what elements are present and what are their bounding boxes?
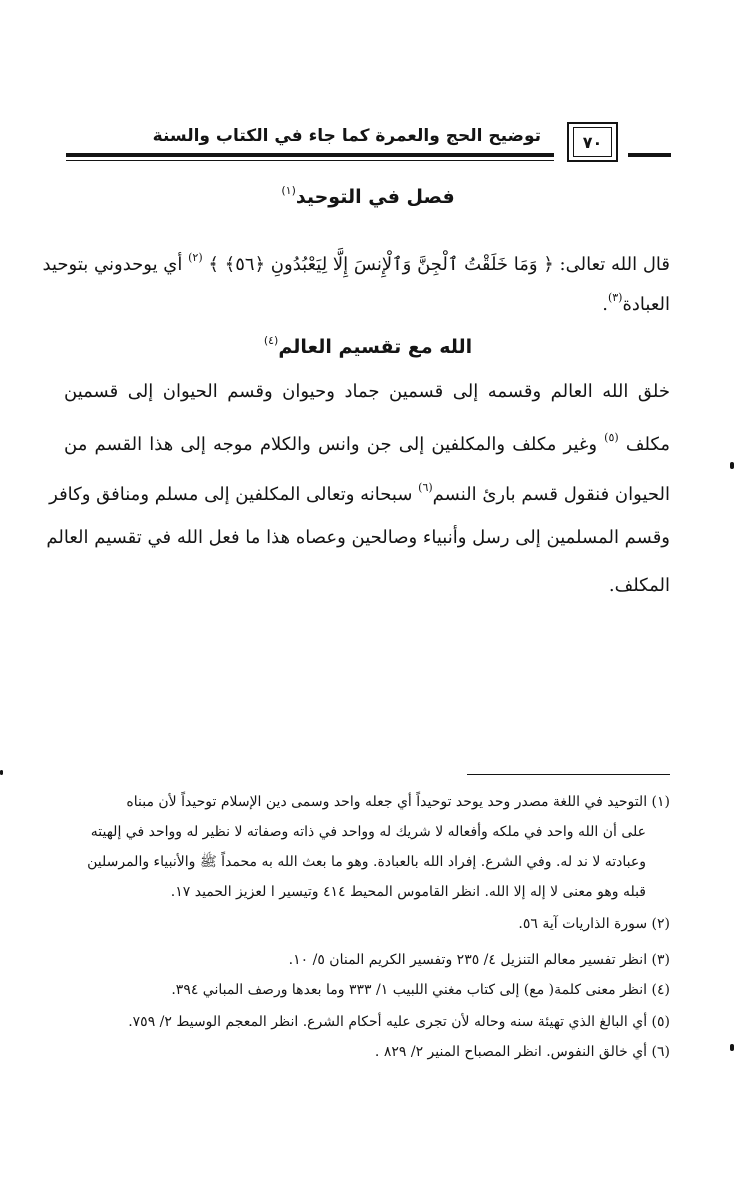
body-line bbox=[42, 244, 670, 279]
footnote-line: على أن الله واحد في ملكه وأفعاله لا شريك له وواحد في ذاته وصفاته لا نظير له وواحد في إلهيته bbox=[90, 824, 646, 840]
header-rule-thin bbox=[66, 160, 554, 161]
body-text: أي يوحدوني بتوحيد bbox=[42, 254, 189, 275]
body-text: الحيوان فنقول قسم بارئ النسم bbox=[432, 484, 670, 505]
footnote-line: (٣) انظر تفسير معالم التنزيل ٤/ ٢٣٥ وتفسير الكريم المنان ٥/ ١٠. bbox=[288, 952, 670, 968]
body-line bbox=[64, 284, 670, 319]
heading-text: الله مع تقسيم العالم bbox=[278, 336, 473, 358]
body-line bbox=[49, 474, 670, 509]
running-header bbox=[0, 120, 736, 164]
body-text: سبحانه وتعالى المكلفين إلى مسلم ومنافق وكافر bbox=[49, 484, 419, 505]
footnote-ref: (٦) bbox=[418, 481, 433, 494]
footnote-line: (٤) انظر معنى كلمة( مع) إلى كتاب مغني اللبيب ١/ ٣٣٣ وما بعدها ورصف المباني ٣٩٤. bbox=[171, 982, 670, 998]
page-number: ٧٠ bbox=[573, 127, 612, 157]
body-text: . bbox=[602, 294, 608, 315]
body-line bbox=[64, 424, 670, 459]
body-line: وقسم المسلمين إلى رسل وأنبياء وصالحين وعصاه هذا ما فعل الله في تقسيم العالم bbox=[46, 527, 670, 548]
body-line: المكلف. bbox=[608, 575, 670, 596]
footnote-line: (١) التوحيد في اللغة مصدر وحد يوحد توحيداً أي جعله واحد وسمى دين الإسلام توحيداً لأن مبناه bbox=[126, 794, 670, 810]
footnote-line: وعبادته لا ند له. وفي الشرع. إفراد الله بالعبادة. وهو ما بعث الله به محمداً ﷺ والأنبياء والمرسلين bbox=[87, 854, 646, 870]
footnote-line: (٦) أي خالق النفوس. انظر المصباح المنير ٢/ ٨٢٩ . bbox=[374, 1044, 670, 1060]
book-title: توضيح الحج والعمرة كما جاء في الكتاب والسنة bbox=[152, 126, 541, 146]
scan-speck bbox=[730, 462, 734, 469]
page-number-box bbox=[567, 122, 618, 162]
header-rule-thick bbox=[66, 153, 554, 157]
footnote-ref: (٤) bbox=[263, 334, 279, 347]
header-rule-thick-right bbox=[628, 153, 671, 157]
quran-verse: قال الله تعالى: ﴿ وَمَا خَلَقْتُ ٱلْجِنَّ وَٱلْإِنسَ إِلَّا لِيَعْبُدُونِ ﴿٥٦﴾ ﴾ bbox=[208, 254, 670, 275]
footnote-line: (٥) أي البالغ الذي تهيئة سنه وحاله لأن تجرى عليه أحكام الشرع. انظر المعجم الوسيط ٢/ ٧٥٩. bbox=[128, 1014, 670, 1030]
body-text: وغير مكلف والمكلفين إلى جن وانس والكلام موجه إلى هذا القسم من bbox=[64, 434, 605, 455]
section-heading-division bbox=[0, 334, 736, 358]
footnote-line: قبله وهو معنى لا إله إلا الله. انظر القاموس المحيط ٤١٤ وتيسير ا لعزيز الحميد ١٧. bbox=[170, 884, 646, 900]
body-line: خلق الله العالم وقسمه إلى قسمين جماد وحيوان وقسم الحيوان إلى قسمين bbox=[64, 381, 670, 402]
footnote-line: (٢) سورة الذاريات آية ٥٦. bbox=[518, 916, 670, 932]
body-text: العبادة bbox=[622, 294, 670, 315]
footnote-ref: (٥) bbox=[604, 431, 619, 444]
heading-text: فصل في التوحيد bbox=[295, 186, 455, 208]
footnote-ref: (٢) bbox=[188, 251, 203, 264]
footnote-ref: (٣) bbox=[607, 291, 623, 304]
body-text: مكلف bbox=[618, 434, 670, 455]
footnote-ref: (١) bbox=[281, 184, 296, 197]
scan-speck bbox=[730, 1044, 734, 1051]
scan-speck bbox=[0, 770, 3, 775]
section-heading-tawhid bbox=[0, 184, 736, 208]
footnote-separator bbox=[467, 774, 670, 775]
